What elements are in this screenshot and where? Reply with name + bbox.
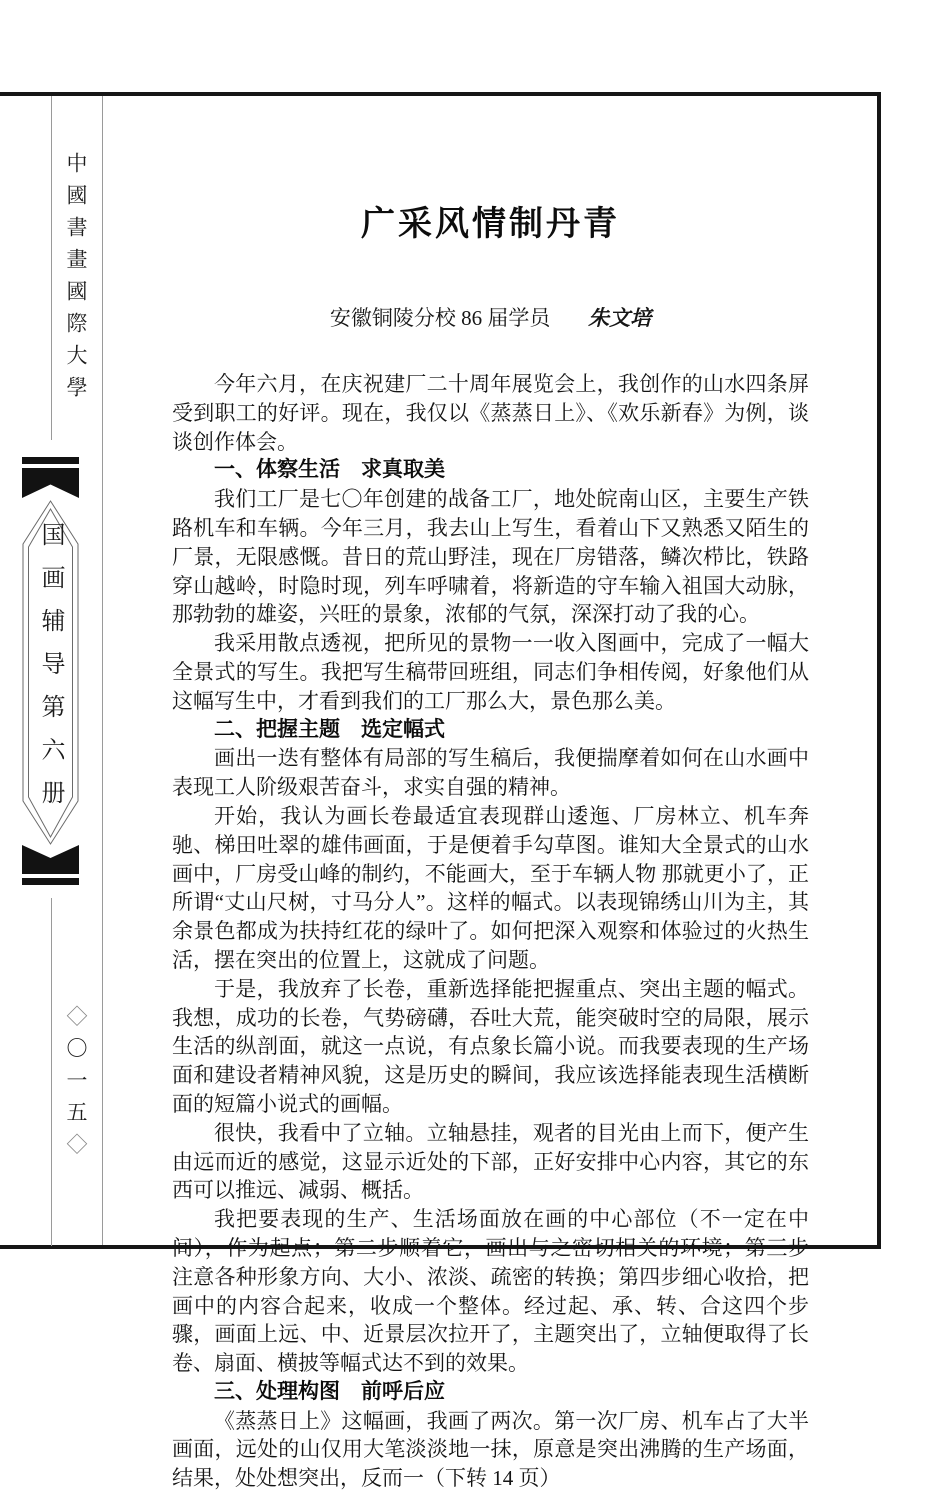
university-name-text: 中國書畫國際大學 [64,152,88,408]
paragraph: 于是，我放弃了长卷，重新选择能把握重点、突出主题的幅式。我想，成功的长卷，气势磅礴，吞吐大荒，能突破时空的局限，展示生活的纵剖面，就这一点说，有点象长篇小说。而我要表现的生产场面和建设者精神风貌，这是历史的瞬间，我应该选择能表现生活横断面的短篇小说式的画幅。 [172,976,809,1116]
page-number-digits: 〇一五 [64,1037,88,1133]
paragraph: 《蒸蒸日上》这幅画，我画了两次。第一次厂房、机车占了大半画面，远处的山仅用大笔淡淡地一抹，原意是突出沸腾的生产场面，结果，处处想突出，反而一（下转 14 页） [172,1408,809,1491]
diamond-ornament-top: ◇ [64,1005,88,1037]
byline [172,302,809,332]
article-body [172,370,809,1493]
sidebar-rule-left-upper [51,96,52,440]
emblem-top-banner [22,468,79,498]
byline-affiliation: 安徽铜陵分校 86 届学员 [329,306,551,330]
page-number [55,1005,97,1165]
emblem-bottom-banner [22,845,79,874]
section-heading: 二、把握主题 选定幅式 [214,717,445,741]
section-heading: 三、处理构图 前呼后应 [214,1379,445,1403]
article [172,196,809,1493]
paragraph: 很快，我看中了立轴。立轴悬挂，观者的目光由上而下，便产生由远而近的感觉，这显示近处的下部，正好安排中心内容，其它的东西可以推远、减弱、概括。 [172,1120,809,1203]
paragraph: 画出一迭有整体有局部的写生稿后，我便揣摩着如何在山水画中表现工人阶级艰苦奋斗，求实自强的精神。 [172,746,809,800]
paragraph: 今年六月，在庆祝建厂二十周年展览会上，我创作的山水四条屏受到职工的好评。现在，我仅以《蒸蒸日上》、《欢乐新春》为例，谈谈创作体会。 [172,372,809,454]
series-emblem [22,457,79,887]
paragraph: 我采用散点透视，把所见的景物一一收入图画中，完成了一幅大全景式的写生。我把写生稿带回班组，同志们争相传阅，好象他们从这幅写生中，才看到我们的工厂那么大，景色那么美。 [172,631,809,713]
emblem-series-title-text: 国画辅导第六册 [37,522,63,823]
emblem-bottom-bar [22,878,79,885]
sidebar-university-name [55,152,97,408]
emblem-series-title [22,500,79,845]
article-title: 广采风情制丹青 [361,205,620,243]
sidebar-rule-left-lower [51,898,52,1246]
emblem-top-bar [22,457,79,464]
paragraph: 我把要表现的生产、生活场面放在画的中心部位（不一定在中间），作为起点；第二步顺着它，画出与之密切相关的环境；第三步注意各种形象方向、大小、浓淡、疏密的转换；第四步细心收拾，把画中的内容合起来，收成一个整体。经过起、承、转、合这四个步骤，画面上远、中、近景层次拉开了，主题突出了，立轴便取得了长卷、扇面、横披等幅式达不到的效果。 [172,1207,809,1376]
diamond-ornament-bottom: ◇ [64,1133,88,1165]
paragraph: 我们工厂是七〇年创建的战备工厂，地处皖南山区，主要生产铁路机车和车辆。今年三月，我去山上写生，看着山下又熟悉又陌生的厂景，无限感慨。昔日的荒山野洼，现在厂房错落，鳞次栉比，铁路穿山越岭，时隐时现，列车呼啸着，将新造的守车输入祖国大动脉，那勃勃的雄姿，兴旺的景象，浓郁的气氛，深深打动了我的心。 [172,487,809,627]
page-number-text [61,1005,91,1165]
section-heading: 一、体察生活 求真取美 [214,458,445,482]
paragraph: 开始，我认为画长卷最适宜表现群山逶迤、厂房林立、机车奔驰、梯田吐翠的雄伟画面，于是便着手勾草图。谁知大全景式的山水画中，厂房受山峰的制约，不能画大，至于车辆人物 那就更小了，正所谓“丈山尺树，寸马分人”。这样的幅式。以表现锦绣山川为主，其余景色都成为扶持红花的绿叶了。如何把深入观察和体验过的火热生活，摆在突出的位置上，这就成了问题。 [172,803,809,972]
byline-author: 朱文培 [588,306,652,330]
sidebar-rule-right [102,96,103,1245]
